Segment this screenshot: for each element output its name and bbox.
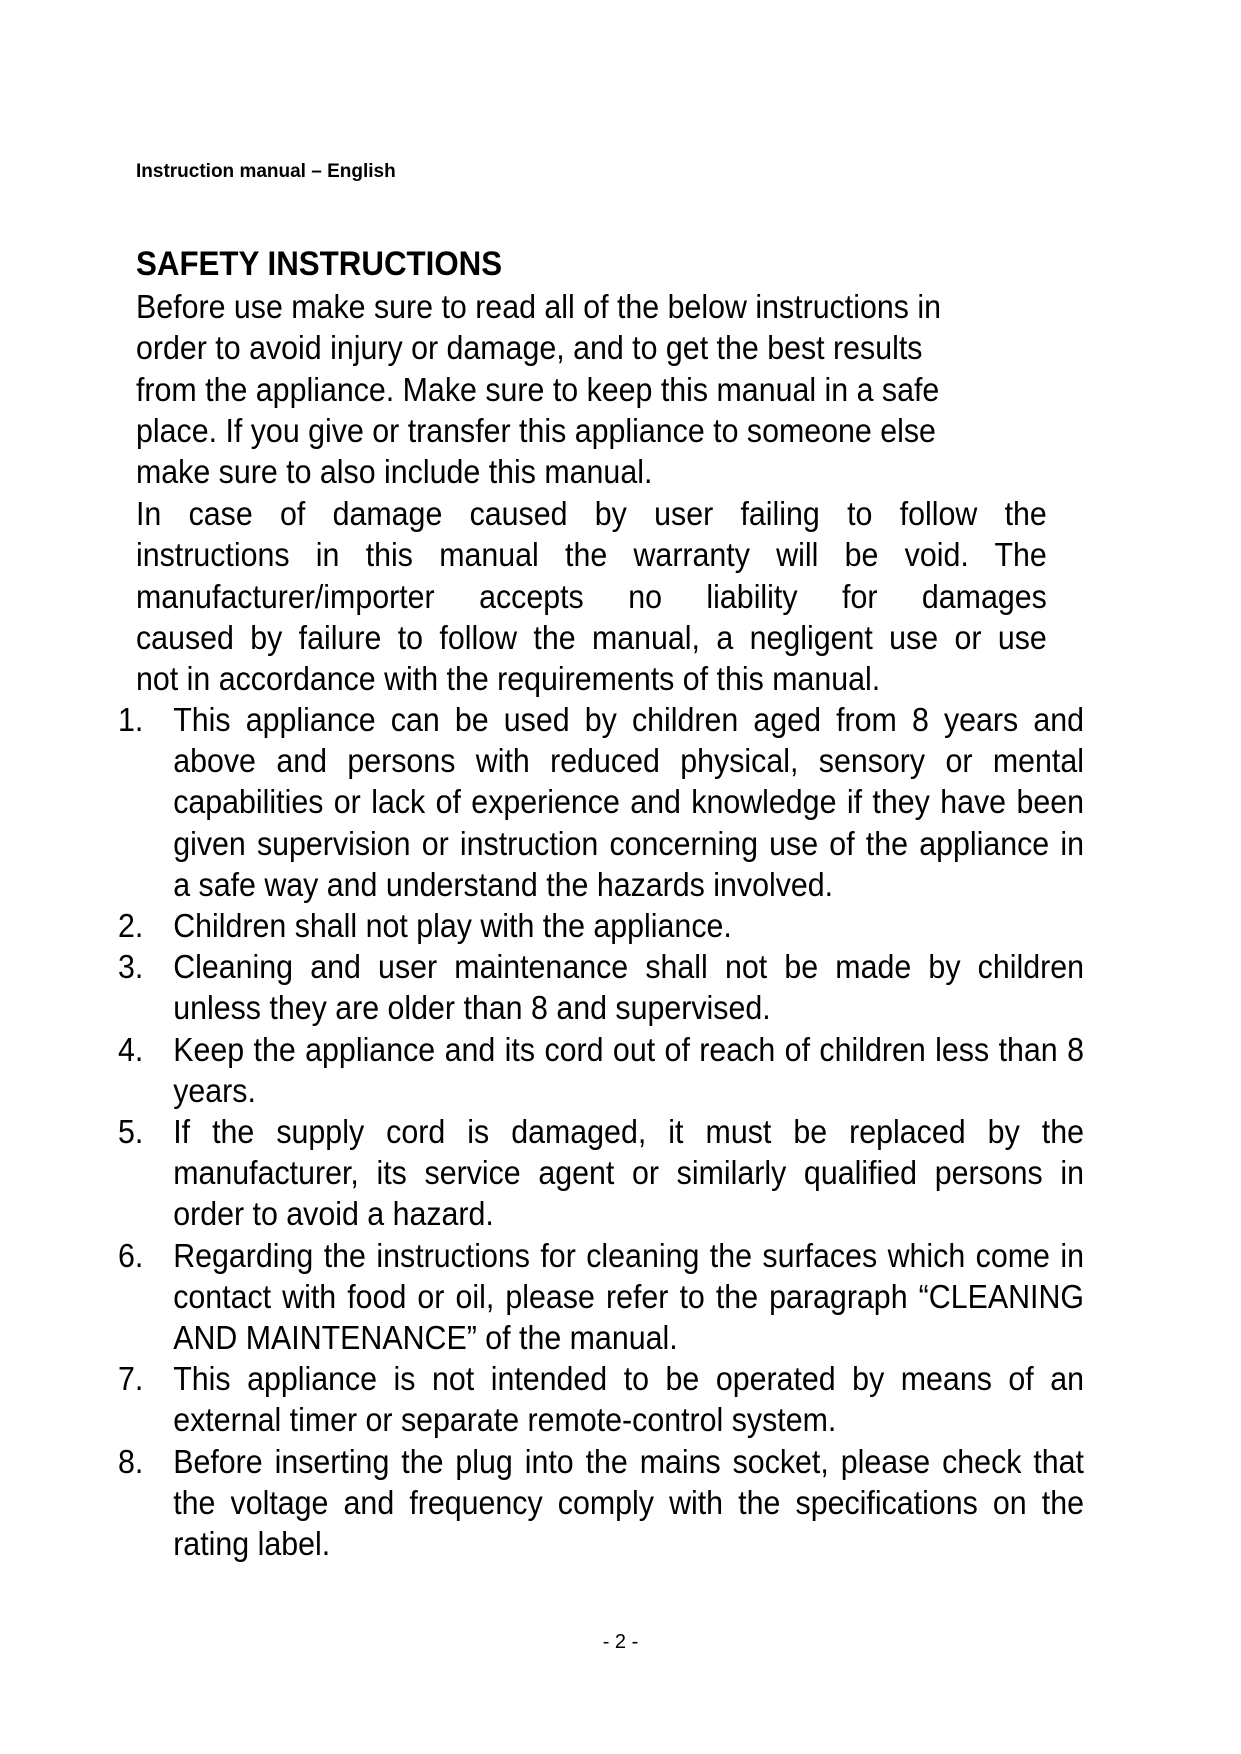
list-item-number: 2. (118, 907, 144, 945)
warranty-line: caused by failure to follow the manual, a negligent use or use (136, 618, 1047, 656)
list-item (118, 946, 1084, 1028)
list-item (118, 1358, 1084, 1440)
list-item-number: 5. (118, 1113, 144, 1151)
list-item-text: This appliance can be used by children aged from 8 years and above and persons with reduced physical, sensory or mental capabilities or lack of experience and knowledge if they have been given supervision or instruction concerning use of the appliance in a safe way and understand the hazards involved. (173, 701, 1084, 903)
list-item-number: 6. (118, 1236, 144, 1274)
intro-paragraph (136, 286, 1047, 492)
list-item-number: 8. (118, 1442, 144, 1480)
list-item-text: This appliance is not intended to be operated by means of an external timer or separate remote-control system. (173, 1360, 1084, 1439)
intro-line: make sure to also include this manual. (136, 453, 653, 491)
list-item-text: Before inserting the plug into the mains socket, please check that the voltage and frequency comply with the specifications on the rating label. (173, 1442, 1084, 1563)
list-item-text: Cleaning and user maintenance shall not be made by children unless they are older than 8 and supervised. (173, 948, 1084, 1027)
list-item (118, 1235, 1084, 1359)
list-item-number: 1. (118, 701, 144, 738)
warranty-line: not in accordance with the requirements of this manual. (136, 660, 881, 698)
list-item-number: 7. (118, 1360, 144, 1398)
section-title: SAFETY INSTRUCTIONS (136, 245, 503, 283)
list-item-text: Regarding the instructions for cleaning the surfaces which come in contact with food or oil, please refer to the paragraph “CLEANING AND MAINTENANCE” of the manual. (173, 1236, 1084, 1357)
list-item (118, 905, 1084, 946)
list-item (118, 1029, 1084, 1111)
safety-instructions-list (118, 699, 1084, 1564)
page-number: - 2 - (602, 1631, 639, 1653)
warranty-line: manufacturer/importer accepts no liability for damages (136, 577, 1047, 615)
list-item (118, 699, 1084, 905)
list-item-text: If the supply cord is damaged, it must be replaced by the manufacturer, its service agent or similarly qualified persons in order to avoid a hazard. (173, 1113, 1084, 1233)
list-item-number: 4. (118, 1030, 144, 1068)
intro-line: Before use make sure to read all of the below instructions in (136, 288, 941, 325)
list-item-number: 3. (118, 948, 144, 986)
intro-line: place. If you give or transfer this appliance to someone else (136, 411, 936, 449)
list-item-text: Children shall not play with the appliance. (173, 907, 732, 945)
warranty-line: instructions in this manual the warranty will be void. The (136, 536, 1047, 574)
document-header: Instruction manual – English (136, 161, 396, 182)
intro-line: from the appliance. Make sure to keep this manual in a safe (136, 370, 940, 408)
intro-line: order to avoid injury or damage, and to get the best results (136, 329, 923, 367)
list-item (118, 1441, 1084, 1565)
list-item (118, 1111, 1084, 1235)
warranty-paragraph (136, 493, 1047, 699)
list-item-text: Keep the appliance and its cord out of reach of children less than 8 years. (173, 1030, 1084, 1109)
warranty-line: In case of damage caused by user failing to follow the (136, 495, 1047, 532)
